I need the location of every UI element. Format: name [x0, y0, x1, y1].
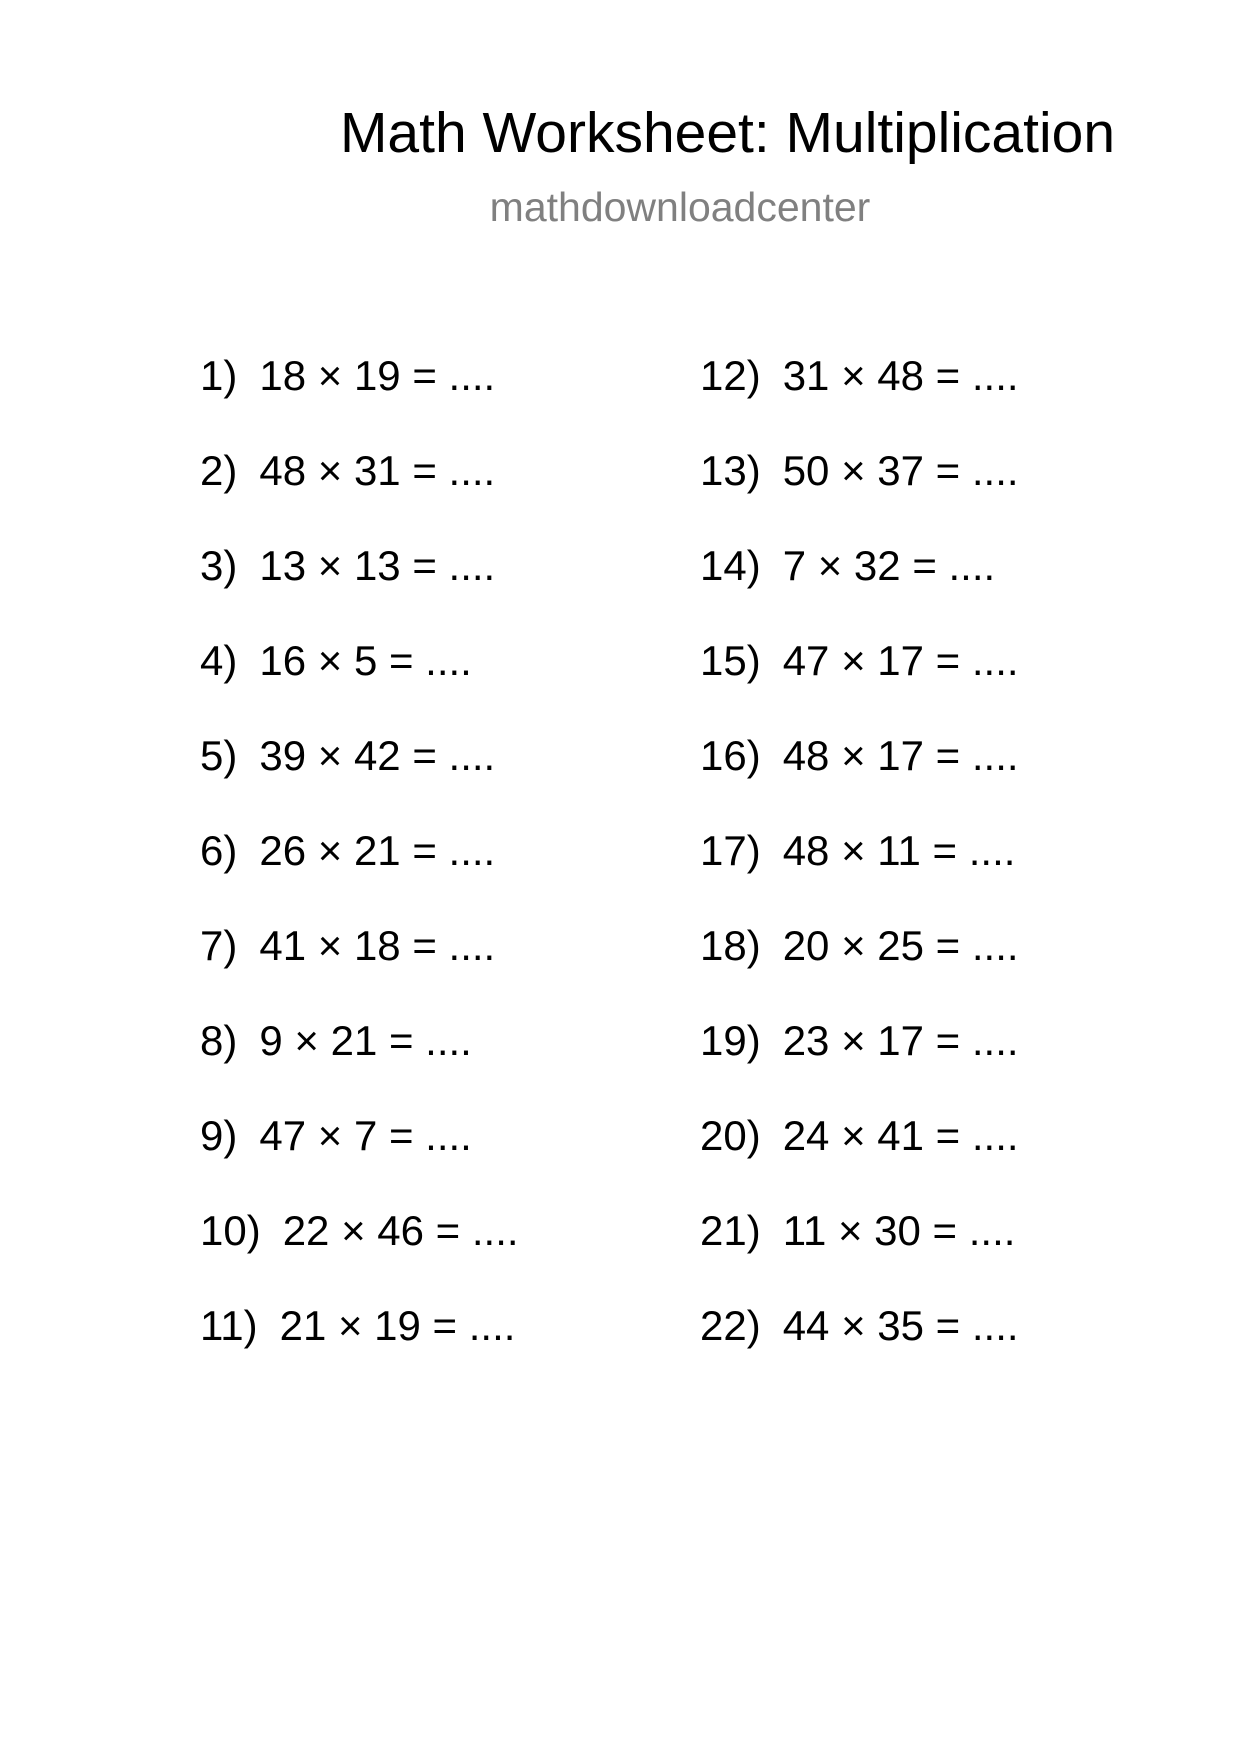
problem-11: [200, 1298, 519, 1393]
problem-expression: 20 × 25 = ....: [782, 922, 1019, 969]
problem-16: [700, 728, 1019, 823]
problem-number: 18): [700, 922, 761, 969]
problem-expression: 44 × 35 = ....: [782, 1302, 1019, 1349]
problem-expression: 9 × 21 = ....: [259, 1017, 472, 1064]
problem-number: 13): [700, 447, 761, 494]
problem-10: [200, 1203, 519, 1298]
problem-expression: 11 × 30 = ....: [782, 1207, 1016, 1254]
problem-number: 11): [200, 1302, 258, 1349]
problem-6: [200, 823, 519, 918]
problem-9: [200, 1108, 519, 1203]
problem-number: 5): [200, 732, 238, 779]
problem-column-right: [700, 348, 1019, 1393]
problem-8: [200, 1013, 519, 1108]
problem-number: 22): [700, 1302, 761, 1349]
worksheet-subtitle: mathdownloadcenter: [489, 184, 871, 230]
problem-number: 21): [700, 1207, 761, 1254]
problem-expression: 31 × 48 = ....: [782, 352, 1019, 399]
problem-number: 14): [700, 542, 761, 589]
problem-expression: 18 × 19 = ....: [259, 352, 496, 399]
problem-expression: 48 × 17 = ....: [782, 732, 1019, 779]
problem-12: [700, 348, 1019, 443]
problem-3: [200, 538, 519, 633]
problem-expression: 26 × 21 = ....: [259, 827, 496, 874]
problem-21: [700, 1203, 1019, 1298]
problem-number: 2): [200, 447, 238, 494]
problem-number: 8): [200, 1017, 238, 1064]
problem-19: [700, 1013, 1019, 1108]
problem-number: 9): [200, 1112, 238, 1159]
problem-number: 20): [700, 1112, 761, 1159]
problem-expression: 23 × 17 = ....: [782, 1017, 1019, 1064]
problem-18: [700, 918, 1019, 1013]
problem-22: [700, 1298, 1019, 1393]
problem-number: 10): [200, 1207, 261, 1254]
problem-expression: 41 × 18 = ....: [259, 922, 496, 969]
problem-expression: 50 × 37 = ....: [782, 447, 1019, 494]
problem-17: [700, 823, 1019, 918]
problem-20: [700, 1108, 1019, 1203]
problem-expression: 7 × 32 = ....: [782, 542, 996, 589]
problem-number: 19): [700, 1017, 761, 1064]
problem-number: 15): [700, 637, 761, 684]
problem-expression: 21 × 19 = ....: [279, 1302, 516, 1349]
problem-expression: 13 × 13 = ....: [259, 542, 496, 589]
problem-number: 4): [200, 637, 238, 684]
problem-number: 1): [200, 352, 238, 399]
problem-4: [200, 633, 519, 728]
problem-expression: 39 × 42 = ....: [259, 732, 496, 779]
problem-7: [200, 918, 519, 1013]
problem-number: 7): [200, 922, 238, 969]
problem-expression: 16 × 5 = ....: [259, 637, 472, 684]
problem-number: 16): [700, 732, 761, 779]
problem-expression: 48 × 31 = ....: [259, 447, 496, 494]
problem-number: 3): [200, 542, 238, 589]
problem-number: 6): [200, 827, 238, 874]
problem-15: [700, 633, 1019, 728]
problem-2: [200, 443, 519, 538]
problem-expression: 24 × 41 = ....: [782, 1112, 1019, 1159]
problem-expression: 22 × 46 = ....: [282, 1207, 519, 1254]
problem-number: 12): [700, 352, 761, 399]
problem-expression: 47 × 7 = ....: [259, 1112, 472, 1159]
problem-5: [200, 728, 519, 823]
problem-13: [700, 443, 1019, 538]
problem-1: [200, 348, 519, 443]
problem-column-left: [200, 348, 519, 1393]
problem-expression: 48 × 11 = ....: [782, 827, 1016, 874]
problem-expression: 47 × 17 = ....: [782, 637, 1019, 684]
problem-14: [700, 538, 1019, 633]
worksheet-title: Math Worksheet: Multiplication: [339, 101, 1116, 165]
problem-number: 17): [700, 827, 761, 874]
